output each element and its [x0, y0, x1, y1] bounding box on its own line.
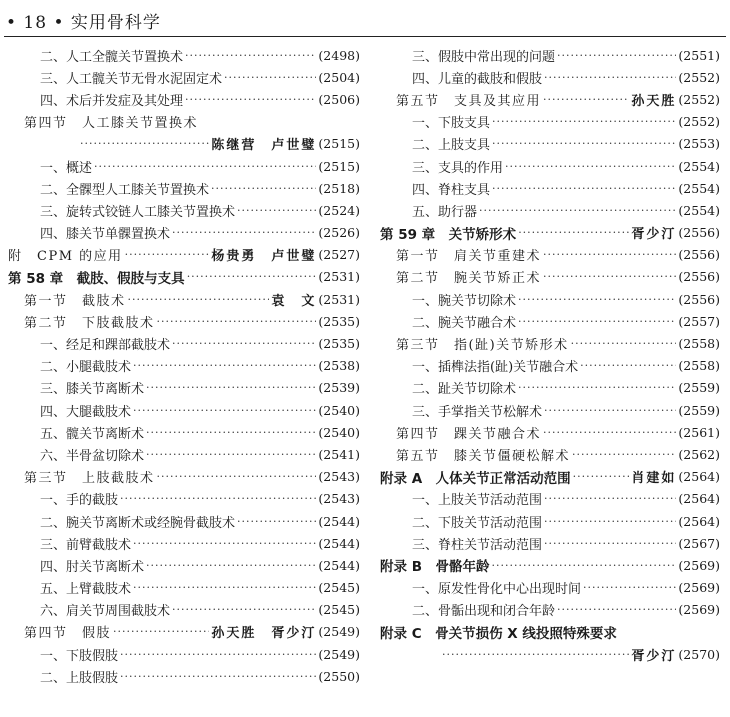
toc-entry-page: (2558) [678, 336, 720, 352]
toc-entry [380, 532, 720, 554]
toc-entry-page: (2556) [678, 247, 720, 263]
dot-leader [518, 381, 676, 394]
toc-entry-page: (2552) [678, 114, 720, 130]
toc-entry-title: 第四节 踝关节融合术 [396, 426, 542, 442]
toc-entry [8, 488, 360, 510]
dot-leader [492, 182, 676, 195]
dot-leader [518, 315, 676, 328]
dot-leader [172, 603, 316, 616]
toc-entry [8, 266, 360, 288]
toc-entry [8, 133, 360, 155]
header-rule [4, 36, 726, 37]
toc-entry [8, 177, 360, 199]
toc-entry-title: 第五节 支具及其应用 [396, 93, 542, 109]
dot-leader [571, 337, 677, 350]
toc-entry-author: 孙天胜 胥少汀 [211, 626, 317, 642]
dot-leader [237, 204, 316, 217]
toc-entry-page: (2545) [318, 602, 360, 618]
toc-entry-page: (2540) [318, 402, 360, 418]
toc-entry-title: 五、髋关节离断术 [40, 426, 145, 442]
toc-entry-title: 二、腕关节离断术或经腕骨截肢术 [40, 515, 236, 531]
toc-entry-page: (2538) [318, 358, 360, 374]
toc-entry-title: 五、上臂截肢术 [40, 582, 132, 598]
toc-entry-title: 一、下肢支具 [412, 116, 491, 132]
toc-entry [380, 577, 720, 599]
toc-entry-page: (2553) [678, 136, 720, 152]
page-header [0, 0, 730, 38]
dot-leader [544, 71, 676, 84]
dot-leader [442, 648, 629, 661]
toc-entry [380, 332, 720, 354]
toc-entry-author: 杨贵勇 卢世璧 [211, 249, 317, 265]
toc-entry-title: 二、下肢关节活动范围 [412, 515, 543, 531]
toc-entry-page: (2564) [678, 513, 720, 529]
toc-entry-page: (2539) [318, 380, 360, 396]
toc-entry-page: (2556) [678, 291, 720, 307]
dot-leader [120, 492, 316, 505]
dot-leader [94, 160, 316, 173]
toc-entry [8, 665, 360, 687]
dot-leader [557, 49, 676, 62]
toc-entry-title: 四、膝关节单髁置换术 [40, 227, 171, 243]
toc-entry [380, 488, 720, 510]
toc-entry-page: (2527) [318, 247, 360, 263]
dot-leader [518, 226, 629, 239]
toc-entry-page: (2554) [678, 158, 720, 174]
toc-entry-title: 四、术后并发症及其处理 [40, 93, 184, 109]
toc-entry-author: 胥少汀 [631, 648, 677, 664]
dot-leader [120, 648, 316, 661]
toc-entry-title: 第 59 章 关节矫形术 [380, 226, 517, 243]
toc-entry-page: (2550) [318, 668, 360, 684]
dot-leader [573, 470, 630, 483]
dot-leader [505, 160, 676, 173]
toc-entry-title: 二、小腿截肢术 [40, 360, 132, 376]
toc-entry-title: 第三节 上肢截肢术 [24, 471, 155, 487]
toc-entry-title: 三、前臂截肢术 [40, 537, 132, 553]
toc-entry-page: (2518) [318, 180, 360, 196]
toc-entry-title: 四、大腿截肢术 [40, 404, 132, 420]
toc-entry-title: 附录 B 骨骼年龄 [380, 559, 490, 576]
toc-entry-page: (2569) [678, 602, 720, 618]
toc-entry-title: 附录 A 人体关节正常活动范围 [380, 470, 571, 487]
toc-entry-title: 一、经足和踝部截肢术 [40, 338, 171, 354]
dot-leader [544, 404, 676, 417]
toc-entry [8, 222, 360, 244]
toc-entry [8, 399, 360, 421]
dot-leader [544, 492, 676, 505]
toc-entry-title: 二、上肢支具 [412, 138, 491, 154]
dot-leader [146, 426, 316, 439]
dot-leader [580, 359, 676, 372]
toc-entry-title: 四、肘关节离断术 [40, 559, 145, 575]
dot-leader [113, 625, 209, 638]
toc-entry-page: (2535) [318, 336, 360, 352]
toc-entry-title: 第二节 腕关节矫正术 [396, 271, 542, 287]
toc-entry-author: 胥少汀 [631, 227, 677, 243]
toc-entry-title: 四、脊柱支具 [412, 182, 491, 198]
toc-entry [380, 443, 720, 465]
toc-entry-page: (2498) [318, 47, 360, 63]
dot-leader [172, 226, 316, 239]
toc-entry [380, 133, 720, 155]
dot-leader [146, 559, 316, 572]
toc-entry-title: 第一节 肩关节重建术 [396, 249, 542, 265]
toc-entry-title: 三、膝关节离断术 [40, 382, 145, 398]
toc-entry-page: (2544) [318, 513, 360, 529]
dot-leader [157, 470, 317, 483]
toc-entry-title: 五、助行器 [412, 204, 478, 220]
dot-leader [146, 448, 316, 461]
toc-entry-page: (2535) [318, 313, 360, 329]
toc-entry [8, 599, 360, 621]
dot-leader [518, 293, 676, 306]
toc-entry-page: (2515) [318, 136, 360, 152]
toc-entry [380, 177, 720, 199]
toc-entry [8, 554, 360, 576]
toc-entry [380, 88, 720, 110]
toc-entry-page: (2562) [678, 446, 720, 462]
toc-entry-author: 袁 文 [271, 293, 317, 309]
toc-entry-page: (2531) [318, 269, 360, 285]
toc-entry-page: (2564) [678, 491, 720, 507]
toc-entry-title: 二、腕关节融合术 [412, 315, 517, 331]
toc-entry-title: 四、儿童的截肢和假肢 [412, 71, 543, 87]
dot-leader [211, 182, 316, 195]
dot-leader [572, 448, 676, 461]
toc-entry [8, 466, 360, 488]
toc-entry-title: 三、脊柱关节活动范围 [412, 537, 543, 553]
dot-leader [185, 93, 316, 106]
toc-entry-title: 第四节 假肢 [24, 626, 112, 642]
dot-leader [133, 404, 316, 417]
dot-leader [583, 581, 676, 594]
toc-entry-page: (2561) [678, 424, 720, 440]
toc-entry-title: 附 CPM 的应用 [8, 249, 123, 265]
toc-entry [8, 355, 360, 377]
toc-entry [8, 88, 360, 110]
toc-entry-page: (2540) [318, 424, 360, 440]
toc-entry-title: 二、骨骺出现和闭合年龄 [412, 604, 556, 620]
dot-leader [492, 137, 676, 150]
dot-leader [157, 315, 317, 328]
toc-entry-title: 二、全髁型人工膝关节置换术 [40, 182, 210, 198]
toc-entry [8, 66, 360, 88]
dot-leader [125, 248, 210, 261]
toc-entry [8, 310, 360, 332]
toc-entry-title: 第 58 章 截肢、假肢与支具 [8, 270, 185, 287]
toc-entry [8, 332, 360, 354]
toc-entry-page: (2559) [678, 402, 720, 418]
toc-entry-page: (2569) [678, 557, 720, 573]
toc-entry [380, 44, 720, 66]
toc-entry-title: 三、支具的作用 [412, 160, 504, 176]
toc-entry [8, 199, 360, 221]
toc-entry [8, 577, 360, 599]
toc-entry-page: (2549) [318, 646, 360, 662]
toc-entry [380, 466, 720, 488]
dot-leader [172, 337, 316, 350]
toc-entry-page: (2545) [318, 580, 360, 596]
toc-entry-page: (2559) [678, 380, 720, 396]
toc-entry-page: (2556) [678, 225, 720, 241]
toc-entry [380, 355, 720, 377]
dot-leader [133, 581, 316, 594]
toc-entry-page: (2544) [318, 535, 360, 551]
toc-entry-page: (2549) [318, 624, 360, 640]
toc-entry [8, 643, 360, 665]
toc-entry [380, 222, 720, 244]
toc-entry-page: (2552) [678, 91, 720, 107]
toc-entry-title: 一、手的截肢 [40, 493, 119, 509]
toc-entry [380, 199, 720, 221]
toc-entry [8, 155, 360, 177]
dot-leader [543, 248, 676, 261]
toc-entry-author: 陈继营 卢世璧 [211, 138, 317, 154]
dot-leader [544, 537, 676, 550]
toc-entry [8, 443, 360, 465]
running-head: • 18 • 实用骨科学 [6, 13, 161, 33]
toc-entry-page: (2557) [678, 313, 720, 329]
dot-leader [187, 270, 317, 283]
toc-entry [380, 377, 720, 399]
toc-right-column [380, 44, 720, 665]
toc-entry-page: (2558) [678, 358, 720, 374]
toc-entry-title: 二、趾关节切除术 [412, 382, 517, 398]
toc-entry-title: 一、原发性骨化中心出现时间 [412, 582, 582, 598]
toc-entry-title: 三、手掌指关节松解术 [412, 404, 543, 420]
dot-leader [544, 515, 676, 528]
toc-entry [380, 111, 720, 133]
toc-entry [380, 621, 720, 643]
toc-entry-page: (2504) [318, 69, 360, 85]
dot-leader [133, 537, 316, 550]
toc-entry-page: (2564) [678, 469, 720, 485]
toc-entry [380, 266, 720, 288]
toc-entry-title: 二、人工全髋关节置换术 [40, 49, 184, 65]
dot-leader [133, 359, 316, 372]
toc-entry-page: (2554) [678, 180, 720, 196]
toc-entry-title: 一、概述 [40, 160, 93, 176]
toc-entry [8, 421, 360, 443]
toc-entry-title: 第二节 下肢截肢术 [24, 315, 155, 331]
toc-entry-title: 一、下肢假肢 [40, 648, 119, 664]
dot-leader [479, 204, 676, 217]
toc-entry [8, 288, 360, 310]
toc-entry-page: (2554) [678, 202, 720, 218]
toc-entry [380, 421, 720, 443]
toc-entry [8, 621, 360, 643]
toc-entry-title: 附录 C 骨关节损伤 X 线投照特殊要求 [380, 625, 617, 642]
toc-entry-title: 三、人工髋关节无骨水泥固定术 [40, 71, 223, 87]
dot-leader [557, 603, 676, 616]
dot-leader [120, 670, 316, 683]
toc-left-column [8, 44, 360, 687]
dot-leader [237, 515, 316, 528]
toc-entry [380, 554, 720, 576]
toc-entry [8, 532, 360, 554]
dot-leader [492, 559, 677, 572]
toc-entry-page: (2524) [318, 202, 360, 218]
dot-leader [185, 49, 316, 62]
dot-leader [543, 426, 676, 439]
toc-entry [380, 310, 720, 332]
toc-entry [380, 155, 720, 177]
toc-entry [380, 244, 720, 266]
toc-entry-page: (2569) [678, 580, 720, 596]
dot-leader [543, 93, 629, 106]
toc-entry-title: 六、肩关节周围截肢术 [40, 604, 171, 620]
toc-entry-page: (2552) [678, 69, 720, 85]
toc-entry-title: 一、插榫法指(趾)关节融合术 [412, 360, 579, 376]
toc-entry [8, 244, 360, 266]
toc-entry [8, 111, 360, 133]
toc-entry-title: 二、上肢假肢 [40, 670, 119, 686]
toc-entry [8, 377, 360, 399]
toc-entry [380, 66, 720, 88]
toc-entry-page: (2543) [318, 491, 360, 507]
dot-leader [224, 71, 316, 84]
toc-entry-page: (2544) [318, 557, 360, 573]
toc-entry-title: 一、腕关节切除术 [412, 293, 517, 309]
toc-entry-page: (2567) [678, 535, 720, 551]
toc-entry-page: (2556) [678, 269, 720, 285]
toc-entry-title: 第五节 膝关节僵硬松解术 [396, 448, 571, 464]
toc-entry-page: (2570) [678, 646, 720, 662]
toc-entry-title: 三、旋转式铰链人工膝关节置换术 [40, 204, 236, 220]
toc-entry-title: 一、上肢关节活动范围 [412, 493, 543, 509]
toc-entry-page: (2515) [318, 158, 360, 174]
toc-entry [380, 643, 720, 665]
toc-entry [380, 599, 720, 621]
toc-entry-title: 三、假肢中常出现的问题 [412, 49, 556, 65]
dot-leader [543, 270, 676, 283]
toc-entry-title: 第四节 人工膝关节置换术 [24, 116, 199, 132]
toc-entry [8, 510, 360, 532]
toc-entry-title: 六、半骨盆切除术 [40, 448, 145, 464]
toc-entry [8, 44, 360, 66]
dot-leader [128, 293, 270, 306]
toc-entry-page: (2541) [318, 446, 360, 462]
toc-entry-author: 孙天胜 [631, 93, 677, 109]
dot-leader [492, 115, 676, 128]
toc-entry-title: 第一节 截肢术 [24, 293, 126, 309]
toc-entry [380, 399, 720, 421]
toc-entry-page: (2531) [318, 291, 360, 307]
toc-entry [380, 288, 720, 310]
dot-leader [80, 137, 209, 150]
toc-entry-page: (2506) [318, 91, 360, 107]
toc-entry [380, 510, 720, 532]
toc-entry-title: 第三节 指(趾)关节矫形术 [396, 338, 569, 354]
dot-leader [146, 381, 316, 394]
toc-entry-page: (2526) [318, 225, 360, 241]
toc-entry-author: 肖建如 [631, 471, 677, 487]
toc-entry-page: (2543) [318, 469, 360, 485]
toc-entry-page: (2551) [678, 47, 720, 63]
